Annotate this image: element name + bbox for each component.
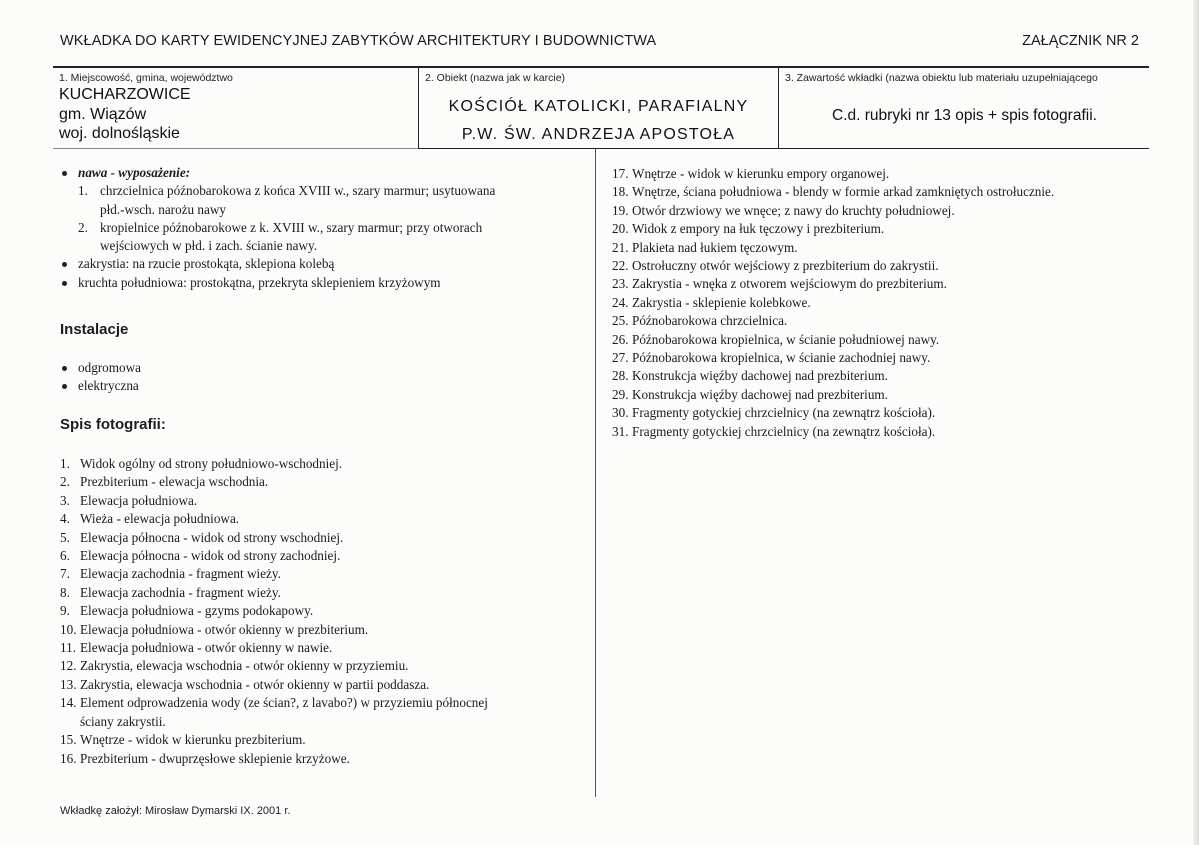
- list-item: [60, 164, 565, 182]
- item-text: Zakrystia, elewacja wschodnia - otwór okienny w przyziemiu.: [80, 658, 409, 674]
- item-number: 11.: [60, 640, 76, 656]
- list-item: [612, 220, 1137, 238]
- item-text: Ostrołuczny otwór wejściowy z prezbiterium do zakrystii.: [632, 258, 939, 274]
- item-text: Późnobarokowa chrzcielnica.: [632, 313, 788, 329]
- list-item: [612, 312, 1137, 330]
- contents-label: 3. Zawartość wkładki (nazwa obiektu lub materiału uzupełniającego: [785, 72, 1098, 84]
- list-item: [612, 183, 1137, 201]
- item-text: Elewacja południowa.: [80, 492, 198, 508]
- item-text: Element odprowadzenia wody (ze ścian?, z lavabo?) w przyziemiu północnej: [80, 695, 488, 711]
- item-number: 22.: [612, 258, 629, 274]
- photos-heading: Spis fotografii:: [60, 416, 166, 433]
- item-text: Elewacja północna - widok od strony zachodniej.: [80, 548, 341, 564]
- author-footer: Wkładkę założył: Mirosław Dymarski IX. 2001 r.: [60, 805, 291, 817]
- location-village: KUCHARZOWICE: [59, 86, 191, 103]
- item-number: 4.: [60, 511, 70, 527]
- list-item: [612, 257, 1137, 275]
- item-number: 2.: [60, 474, 70, 490]
- item-number: 5.: [60, 529, 70, 545]
- item-number: 26.: [612, 331, 629, 347]
- item-text: chrzcielnica późnobarokowa z końca XVIII w., szary marmur; usytuowana: [100, 183, 496, 199]
- item-number: 13.: [60, 676, 77, 692]
- item-text-cont: ściany zakrystii.: [80, 713, 166, 729]
- list-item: [60, 547, 565, 565]
- list-item: [60, 565, 565, 583]
- list-item: [612, 275, 1137, 293]
- list-item: [60, 639, 565, 657]
- item-text: Prezbiterium - dwuprzęsłowe sklepienie krzyżowe.: [80, 750, 350, 766]
- item-text: Elewacja południowa - otwór okienny w prezbiterium.: [80, 621, 369, 637]
- item-text: Elewacja południowa - otwór okienny w nawie.: [80, 640, 333, 656]
- item-number: 30.: [612, 405, 629, 421]
- list-item: [60, 377, 460, 395]
- item-text: zakrystia: na rzucie prostokąta, sklepiona kolebą: [78, 256, 335, 272]
- installations-list: [60, 359, 460, 396]
- item-text: Elewacja północna - widok od strony wschodniej.: [80, 529, 344, 545]
- item-text: Zakrystia, elewacja wschodnia - otwór okienny w partii poddasza.: [80, 676, 430, 692]
- bullet-icon: [62, 384, 67, 389]
- item-number: 7.: [60, 566, 70, 582]
- list-item: [60, 455, 565, 473]
- item-number: 16.: [60, 750, 77, 766]
- list-item: [612, 331, 1137, 349]
- bullet-icon: [62, 281, 67, 286]
- item-text: Elewacja południowa - gzyms podokapowy.: [80, 603, 314, 619]
- list-item: [60, 359, 460, 377]
- list-item: [60, 473, 565, 491]
- list-item: [60, 510, 565, 528]
- location-voivodeship: woj. dolnośląskie: [59, 125, 180, 142]
- object-name-line1: KOŚCIÓŁ KATOLICKI, PARAFIALNY: [448, 98, 749, 115]
- item-number: 1.: [60, 456, 70, 471]
- list-item: [612, 165, 1137, 183]
- list-item: [612, 202, 1137, 220]
- item-text: Wieża - elewacja południowa.: [80, 511, 240, 527]
- item-number: 28.: [612, 368, 629, 384]
- item-number: 15.: [60, 732, 77, 748]
- list-item: [60, 731, 565, 749]
- item-text: Widok z empory na łuk tęczowy i prezbiterium.: [632, 221, 885, 237]
- item-text-cont: wejściowych w płd. i zach. ścianie nawy.: [100, 238, 318, 254]
- item-number: 19.: [612, 202, 629, 218]
- item-text: Plakieta nad łukiem tęczowym.: [632, 239, 798, 255]
- item-number: 17.: [612, 166, 629, 181]
- item-number: 14.: [60, 695, 77, 711]
- location-field: [53, 68, 417, 148]
- item-text: Późnobarokowa kropielnica, w ścianie południowej nawy.: [632, 331, 940, 347]
- item-number: 18.: [612, 184, 629, 200]
- item-text: Elewacja zachodnia - fragment wieży.: [80, 566, 281, 582]
- item-text: Wnętrze, ściana południowa - blendy w formie arkad zamkniętych ostrołucznie.: [632, 184, 1055, 200]
- item-text: Zakrystia - wnęka z otworem wejściowym do prezbiterium.: [632, 276, 947, 292]
- furnishing-heading: nawa - wyposażenie:: [78, 165, 191, 180]
- list-item: [60, 274, 565, 292]
- contents-field: [778, 68, 1149, 148]
- item-number: 23.: [612, 276, 629, 292]
- list-item: [60, 492, 565, 510]
- item-number: 25.: [612, 313, 629, 329]
- item-text: odgromowa: [78, 360, 141, 375]
- list-item: [612, 423, 1137, 441]
- item-text: Zakrystia - sklepienie kolebkowe.: [632, 294, 811, 310]
- bullet-icon: [62, 171, 67, 176]
- location-label: 1. Miejscowość, gmina, województwo: [59, 72, 233, 84]
- item-number: 20.: [612, 221, 629, 237]
- item-text: elektryczna: [78, 378, 139, 394]
- item-number: 9.: [60, 603, 70, 619]
- item-text: Fragmenty gotyckiej chrzcielnicy (na zewnątrz kościoła).: [632, 405, 936, 421]
- item-text: Fragmenty gotyckiej chrzcielnicy (na zewnątrz kościoła).: [632, 423, 936, 439]
- list-item: [60, 255, 565, 273]
- list-item: [612, 294, 1137, 312]
- list-item: [612, 239, 1137, 257]
- item-number: 8.: [60, 584, 70, 600]
- annex-number: ZAŁĄCZNIK NR 2: [1022, 33, 1139, 49]
- item-text: Wnętrze - widok w kierunku prezbiterium.: [80, 732, 306, 748]
- list-item: [60, 621, 565, 639]
- list-item: [60, 584, 565, 602]
- header-fields: [53, 68, 1149, 148]
- object-name-line2: P.W. ŚW. ANDRZEJA APOSTOŁA: [461, 126, 736, 143]
- installations-heading: Instalacje: [60, 321, 129, 338]
- item-number: 3.: [60, 492, 70, 508]
- item-text: kruchta południowa: prostokątna, przekryta sklepieniem krzyżowym: [78, 274, 441, 290]
- item-text: Konstrukcja więźby dachowej nad prezbiterium.: [632, 386, 888, 402]
- furnishing-section: [60, 164, 565, 292]
- item-number: 24.: [612, 294, 629, 310]
- list-item: [60, 750, 565, 768]
- list-item: [60, 182, 565, 219]
- item-number: 21.: [612, 239, 629, 255]
- location-commune: gm. Wiązów: [59, 106, 147, 123]
- column-divider: [595, 149, 596, 797]
- bullet-icon: [62, 262, 67, 267]
- item-text: Późnobarokowa kropielnica, w ścianie zachodniej nawy.: [632, 350, 931, 366]
- bullet-icon: [62, 366, 67, 371]
- list-item: [60, 529, 565, 547]
- photo-list-left: [60, 455, 565, 768]
- item-text-cont: płd.-wsch. narożu nawy: [100, 201, 226, 217]
- item-number: 12.: [60, 658, 77, 674]
- list-item: [612, 367, 1137, 385]
- item-text: kropielnice późnobarokowe z k. XVIII w., szary marmur; przy otworach: [100, 219, 483, 235]
- list-item: [612, 386, 1137, 404]
- item-number: 31.: [612, 423, 629, 439]
- list-item: [60, 694, 565, 731]
- document-title: WKŁADKA DO KARTY EWIDENCYJNEJ ZABYTKÓW ARCHITEKTURY I BUDOWNICTWA: [60, 33, 657, 49]
- item-number: 1.: [78, 183, 88, 199]
- scan-edge: [1193, 0, 1199, 845]
- photo-list-right: [612, 165, 1137, 441]
- item-number: 10.: [60, 621, 77, 637]
- item-number: 2.: [78, 219, 88, 235]
- item-text: Elewacja zachodnia - fragment wieży.: [80, 584, 281, 600]
- list-item: [60, 657, 565, 675]
- item-text: Otwór drzwiowy we wnęce; z nawy do kruchty południowej.: [632, 202, 955, 218]
- item-text: Wnętrze - widok w kierunku empory organowej.: [632, 166, 890, 181]
- item-number: 6.: [60, 548, 70, 564]
- field-rule-left: [53, 148, 418, 149]
- list-item: [60, 602, 565, 620]
- item-number: 27.: [612, 350, 629, 366]
- field-rule-right: [418, 148, 1149, 149]
- list-item: [60, 676, 565, 694]
- object-field: [418, 68, 777, 148]
- list-item: [60, 219, 565, 256]
- item-text: Prezbiterium - elewacja wschodnia.: [80, 474, 269, 490]
- list-item: [612, 349, 1137, 367]
- item-text: Widok ogólny od strony południowo-wschodniej.: [80, 456, 343, 471]
- object-label: 2. Obiekt (nazwa jak w karcie): [425, 72, 566, 84]
- item-text: Konstrukcja więźby dachowej nad prezbiterium.: [632, 368, 888, 384]
- item-number: 29.: [612, 386, 629, 402]
- contents-value: C.d. rubryki nr 13 opis + spis fotografii.: [832, 107, 1097, 124]
- list-item: [612, 404, 1137, 422]
